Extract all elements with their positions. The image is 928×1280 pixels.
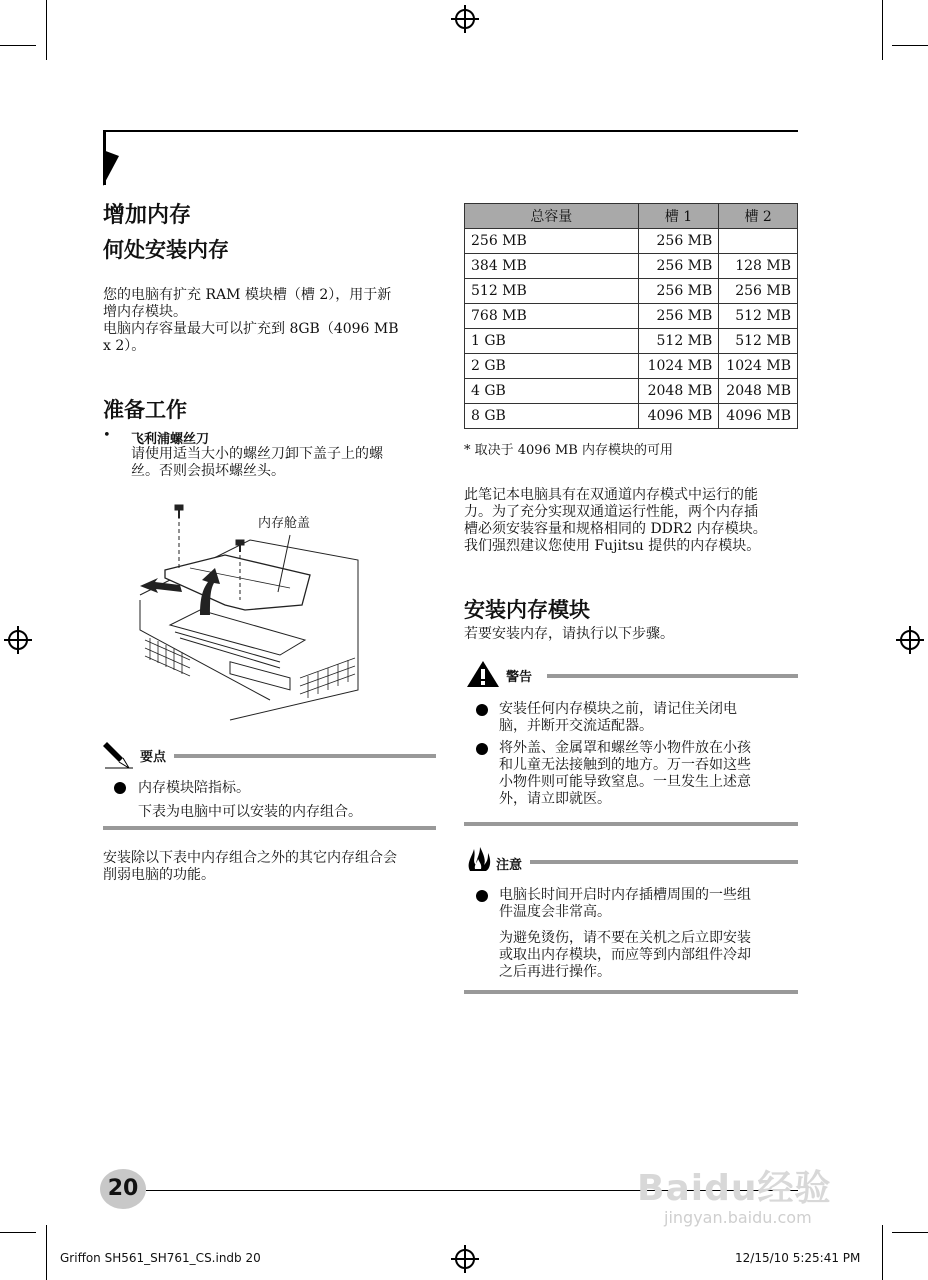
table-cell: 512 MB xyxy=(719,329,798,354)
table-cell: 4096 MB xyxy=(638,404,719,429)
page-number: 20 xyxy=(107,1176,139,1201)
text-line: 脑，并断开交流适配器。 xyxy=(499,718,653,734)
caution-label: 注意 xyxy=(496,858,523,873)
text-line: 电脑内存容量最大可以扩充到 8GB（4096 MB xyxy=(103,321,399,337)
install-text: 若要安装内存，请执行以下步骤。 xyxy=(464,626,674,642)
memory-table xyxy=(464,203,798,429)
registration-mark-icon xyxy=(8,630,28,650)
combo-note xyxy=(103,850,443,884)
prep-heading: 准备工作 xyxy=(103,398,187,422)
keypoint-rule xyxy=(174,754,436,758)
crop-mark xyxy=(892,45,928,46)
registration-mark-icon xyxy=(900,630,920,650)
table-cell: 2 GB xyxy=(465,354,639,379)
prep-item-title: 飞利浦螺丝刀 xyxy=(131,432,210,447)
table-cell: 512 MB xyxy=(638,329,719,354)
caution-subtext xyxy=(499,930,799,981)
warning-item xyxy=(499,740,799,808)
text-line: 槽必须安装容量和规格相同的 DDR2 内存模块。 xyxy=(464,521,767,537)
text-line: 外，请立即就医。 xyxy=(499,791,611,807)
crop-mark xyxy=(46,0,47,60)
table-cell: 2048 MB xyxy=(638,379,719,404)
table-header: 槽 1 xyxy=(638,204,719,229)
warning-bottom-rule xyxy=(464,822,798,826)
intro-paragraph xyxy=(103,287,438,355)
table-row xyxy=(465,354,798,379)
table-row xyxy=(465,379,798,404)
table-header: 槽 2 xyxy=(719,204,798,229)
footer-timestamp: 12/15/10 5:25:41 PM xyxy=(735,1251,861,1265)
table-row xyxy=(465,304,798,329)
warning-label: 警告 xyxy=(506,670,533,685)
warning-icon xyxy=(466,660,500,688)
keypoint-label: 要点 xyxy=(140,750,167,765)
caution-bottom-rule xyxy=(464,990,798,994)
caution-item xyxy=(499,887,799,921)
warning-item xyxy=(499,701,799,735)
crop-mark xyxy=(46,1225,47,1280)
pencil-icon xyxy=(103,740,135,770)
page-title: 增加内存 xyxy=(103,203,192,228)
keypoint-item: 内存模块陪指标。 xyxy=(138,780,250,796)
table-cell: 256 MB xyxy=(638,254,719,279)
hot-surface-icon xyxy=(466,845,492,873)
crop-mark xyxy=(892,1232,928,1233)
bullet-icon xyxy=(114,782,126,794)
bullet-icon xyxy=(476,743,488,755)
text-line: 请使用适当大小的螺丝刀卸下盖子上的螺 xyxy=(131,446,383,462)
figure-label: 内存舱盖 xyxy=(258,516,311,531)
registration-mark-icon xyxy=(455,1249,475,1269)
text-line: 之后再进行操作。 xyxy=(499,964,611,980)
text-line: x 2）。 xyxy=(103,338,146,354)
caution-rule xyxy=(530,860,798,864)
table-cell: 256 MB xyxy=(465,229,639,254)
table-row xyxy=(465,229,798,254)
prep-item-text xyxy=(131,446,436,480)
crop-mark xyxy=(0,45,36,46)
text-line: 将外盖、金属罩和螺丝等小物件放在小孩 xyxy=(499,740,751,756)
table-header-row xyxy=(465,204,798,229)
chapter-marker-icon xyxy=(103,150,121,186)
text-line: 丝。否则会损坏螺丝头。 xyxy=(131,463,285,479)
footer-filename: Griffon SH561_SH761_CS.indb 20 xyxy=(60,1251,261,1265)
table-cell: 1024 MB xyxy=(719,354,798,379)
table-cell: 256 MB xyxy=(719,279,798,304)
crop-mark xyxy=(882,1225,883,1280)
table-header: 总容量 xyxy=(465,204,639,229)
table-cell: 128 MB xyxy=(719,254,798,279)
watermark-url: jingyan.baidu.com xyxy=(664,1208,812,1227)
table-cell: 512 MB xyxy=(465,279,639,304)
table-footnote: * 取决于 4096 MB 内存模块的可用 xyxy=(464,443,673,458)
text-line: 力。为了充分实现双通道运行性能，两个内存插 xyxy=(464,504,758,520)
table-row xyxy=(465,329,798,354)
text-line: 我们强烈建议您使用 Fujitsu 提供的内存模块。 xyxy=(464,538,761,554)
text-line: 或取出内存模块，而应等到内部组件冷却 xyxy=(499,947,751,963)
text-line: 和儿童无法接触到的地方。万一吞如这些 xyxy=(499,757,751,773)
keypoint-bottom-rule xyxy=(103,826,436,830)
table-cell: 256 MB xyxy=(638,279,719,304)
table-cell: 256 MB xyxy=(638,229,719,254)
table-cell xyxy=(719,229,798,254)
text-line: 电脑长时间开启时内存插槽周围的一些组 xyxy=(499,887,751,903)
memory-cover-illustration xyxy=(130,500,360,722)
table-cell: 768 MB xyxy=(465,304,639,329)
text-line: 此笔记本电脑具有在双通道内存模式中运行的能 xyxy=(464,487,758,503)
table-cell: 1 GB xyxy=(465,329,639,354)
text-line: 削弱电脑的功能。 xyxy=(103,867,215,883)
text-line: 您的电脑有扩充 RAM 模块槽（槽 2），用于新 xyxy=(103,287,392,303)
table-row xyxy=(465,404,798,429)
table-cell: 8 GB xyxy=(465,404,639,429)
table-cell: 512 MB xyxy=(719,304,798,329)
bullet-icon xyxy=(476,704,488,716)
header-rule xyxy=(103,130,798,132)
text-line: 安装除以下表中内存组合之外的其它内存组合会 xyxy=(103,850,397,866)
section-title: 何处安装内存 xyxy=(103,238,229,262)
crop-mark xyxy=(0,1232,36,1233)
text-line: 为避免烫伤，请不要在关机之后立即安装 xyxy=(499,930,751,946)
install-heading: 安装内存模块 xyxy=(464,598,590,622)
watermark-brand: Baidu经验 xyxy=(637,1168,832,1209)
bullet-icon xyxy=(476,890,488,902)
text-line: 件温度会非常高。 xyxy=(499,904,611,920)
text-line: 增内存模块。 xyxy=(103,304,187,320)
crop-mark xyxy=(882,0,883,60)
dual-channel-paragraph xyxy=(464,487,804,555)
table-cell: 4096 MB xyxy=(719,404,798,429)
text-line: 小物件则可能导致窒息。一旦发生上述意 xyxy=(499,774,751,790)
text-line: 安装任何内存模块之前，请记住关闭电 xyxy=(499,701,737,717)
table-cell: 2048 MB xyxy=(719,379,798,404)
table-cell: 4 GB xyxy=(465,379,639,404)
registration-mark-icon xyxy=(455,9,475,29)
table-row xyxy=(465,279,798,304)
table-cell: 1024 MB xyxy=(638,354,719,379)
table-cell: 256 MB xyxy=(638,304,719,329)
bullet-dot: • xyxy=(103,428,111,443)
keypoint-item: 下表为电脑中可以安装的内存组合。 xyxy=(138,804,362,820)
warning-rule xyxy=(547,674,798,678)
table-cell: 384 MB xyxy=(465,254,639,279)
table-row xyxy=(465,254,798,279)
